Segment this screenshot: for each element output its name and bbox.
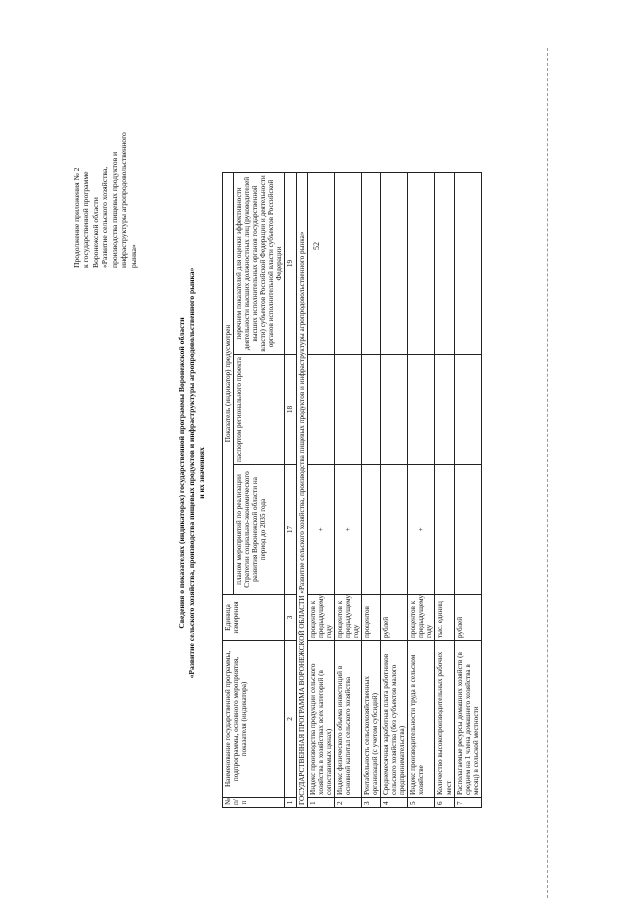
- row-unit: процентов к предыдущему году: [334, 595, 361, 641]
- continuation-line: «Развитие сельского хозяйства,: [100, 166, 110, 268]
- row-project-mark: [307, 355, 334, 465]
- header-name: Наименование государственной программы, подпрограммы, основного мероприятия, показателя (индикатора): [223, 641, 285, 798]
- header-no: № п/п: [223, 798, 285, 808]
- row-efficiency-mark: [361, 173, 380, 355]
- row-efficiency-mark: [435, 173, 454, 355]
- continuation-line: Воронежской области: [90, 197, 100, 268]
- column-number: 2: [285, 641, 296, 798]
- program-row: ГОСУДАРСТВЕННАЯ ПРОГРАММА ВОРОНЕЖСКОЙ ОБЛАСТИ «Развитие сельского хозяйства, производства пищевых продуктов и инфраструктуры агропродовольственного рынка»: [296, 173, 307, 808]
- header-group: Показатель (индикатор) предусмотрен: [223, 173, 234, 595]
- table-row: [381, 173, 408, 808]
- row-unit: процентов к предыдущему году: [408, 595, 435, 641]
- column-number: 3: [285, 595, 296, 641]
- table-row: [435, 173, 454, 808]
- row-strategy-mark: [454, 465, 481, 595]
- continuation-note: [72, 38, 138, 268]
- row-efficiency-mark: [454, 173, 481, 355]
- row-efficiency-mark: [307, 173, 334, 355]
- table-row: [307, 173, 334, 808]
- page-bottom-rule: [547, 48, 548, 898]
- header-strategy-plan: планом мероприятий по реализации Стратегии социально-экономического развития Воронежской области на период до 2035 года: [234, 465, 285, 595]
- title-line: и их значениях: [196, 447, 206, 499]
- row-strategy-mark: +: [334, 465, 361, 595]
- row-name: Располагаемые ресурсы домашних хозяйств (в среднем на 1 члена домашнего хозяйства в месяц) в сельской местности: [454, 641, 481, 798]
- row-no: 7: [454, 798, 481, 808]
- row-efficiency-mark: [408, 173, 435, 355]
- row-unit: процентов к предыдущему году: [307, 595, 334, 641]
- title-line: Сведения о показателях (индикаторах) государственной программы Воронежской области: [177, 317, 186, 629]
- table-row: [408, 173, 435, 808]
- document-title: [177, 48, 207, 898]
- continuation-line: Продолжение приложения № 2: [72, 167, 81, 268]
- table-row: [454, 173, 481, 808]
- table-row: [361, 173, 380, 808]
- column-number: 17: [285, 465, 296, 595]
- indicators-table: [222, 172, 482, 808]
- row-no: 5: [408, 798, 435, 808]
- row-name: Индекс производительности труда в сельском хозяйстве: [408, 641, 435, 798]
- row-project-mark: [361, 355, 380, 465]
- row-project-mark: [454, 355, 481, 465]
- continuation-line: к государственной программе: [81, 171, 91, 268]
- continuation-line: производства пищевых продуктов и: [109, 151, 119, 268]
- column-number: 19: [285, 173, 296, 355]
- continuation-line: инфраструктуры агропродовольственного: [119, 132, 129, 268]
- header-regional-project: паспортом регионального проекта: [234, 355, 285, 465]
- column-number: 1: [285, 798, 296, 808]
- row-efficiency-mark: [334, 173, 361, 355]
- table-row: [334, 173, 361, 808]
- row-no: 4: [381, 798, 408, 808]
- row-name: Индекс физического объема инвестиций в основной капитал сельского хозяйства: [334, 641, 361, 798]
- header-efficiency-list: перечнем показателей для оценки эффективности деятельности высших должностных лиц (руководителей высших исполнительных органов государственной власти) субъектов Российской Федерации и деятельности органов исполнительной власти субъектов Российской Федерации: [234, 173, 285, 355]
- row-name: Рентабельность сельскохозяйственных организаций (с учетом субсидий): [361, 641, 380, 798]
- row-strategy-mark: [361, 465, 380, 595]
- row-no: 3: [361, 798, 380, 808]
- row-unit: процентов: [361, 595, 380, 641]
- row-strategy-mark: [435, 465, 454, 595]
- row-project-mark: [435, 355, 454, 465]
- column-number: 18: [285, 355, 296, 465]
- row-no: 1: [307, 798, 334, 808]
- row-project-mark: [334, 355, 361, 465]
- rotated-page: [72, 48, 552, 898]
- row-name: Количество высокопроизводительных рабочих мест: [435, 641, 454, 798]
- row-no: 6: [435, 798, 454, 808]
- row-unit: рублей: [381, 595, 408, 641]
- row-unit: тыс. единиц: [435, 595, 454, 641]
- header-unit: Единица измерения: [223, 595, 285, 641]
- row-efficiency-mark: [381, 173, 408, 355]
- continuation-line: рынка»: [128, 244, 138, 268]
- row-unit: рублей: [454, 595, 481, 641]
- title-line: «Развитие сельского хозяйства, производства пищевых продуктов и инфраструктуры агропродовольственного рынка»: [186, 267, 196, 679]
- page-number: 52: [312, 242, 321, 250]
- row-name: Среднемесячная заработная плата работников сельского хозяйства (без субъектов малого предпринимательства): [381, 641, 408, 798]
- row-no: 2: [334, 798, 361, 808]
- row-project-mark: [381, 355, 408, 465]
- row-project-mark: [408, 355, 435, 465]
- row-strategy-mark: +: [307, 465, 334, 595]
- row-strategy-mark: [381, 465, 408, 595]
- row-strategy-mark: +: [408, 465, 435, 595]
- row-name: Индекс производства продукции сельского хозяйства в хозяйствах всех категорий (в сопоставимых ценах): [307, 641, 334, 798]
